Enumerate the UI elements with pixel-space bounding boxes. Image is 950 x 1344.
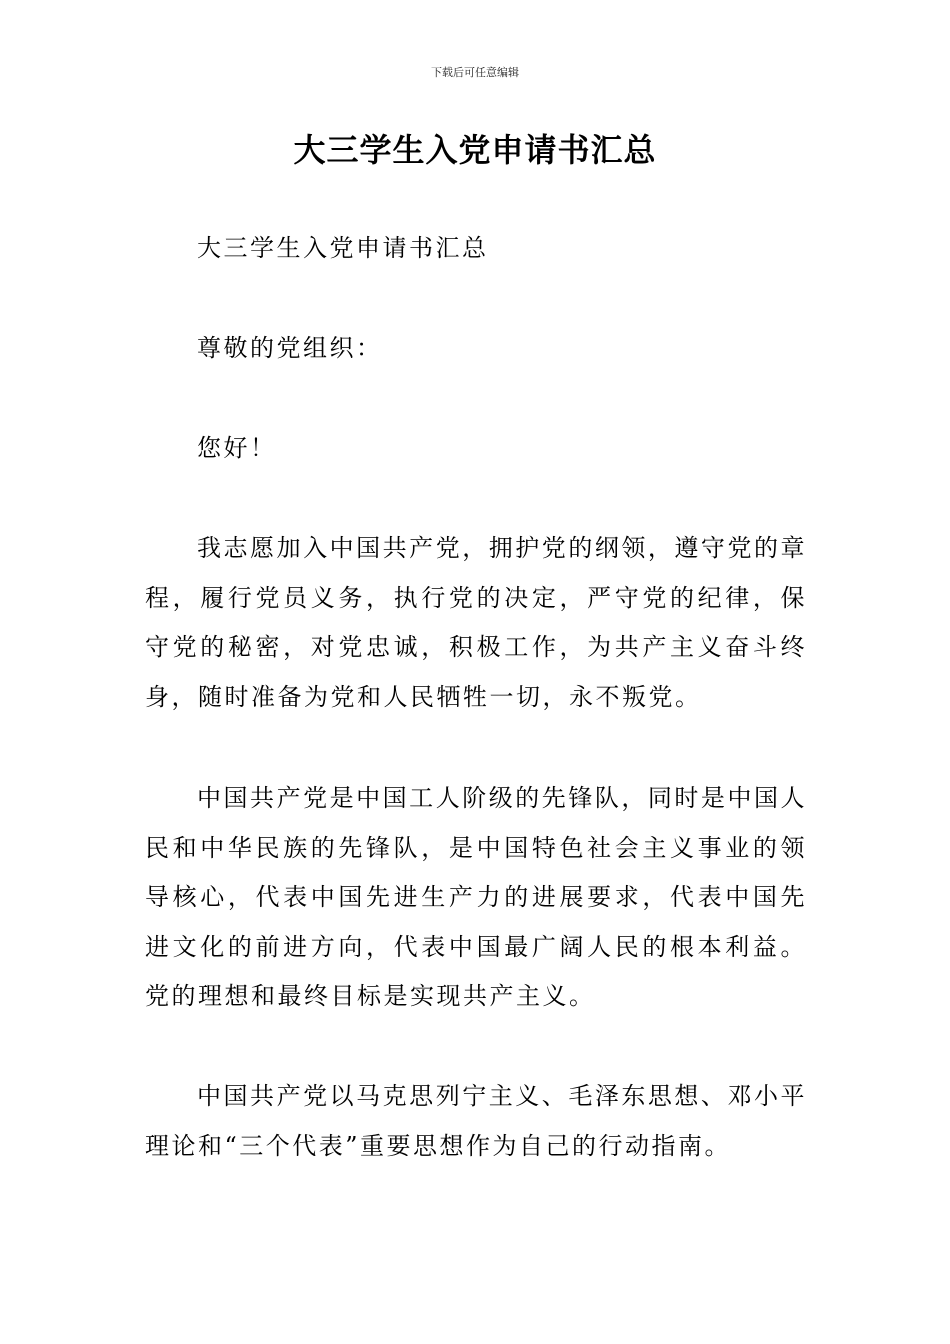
document-title: 大三学生入党申请书汇总: [293, 131, 657, 169]
greeting-text: 您好！: [197, 434, 277, 462]
paragraph-text: 中国共产党以马克思列宁主义、毛泽东思想、邓小平理论和“三个代表”重要思想作为自己的行动指南。: [145, 1082, 807, 1160]
paragraph-1: [145, 524, 807, 722]
paragraph-text: 我志愿加入中国共产党，拥护党的纲领，遵守党的章程，履行党员义务，执行党的决定，严守党的纪律，保守党的秘密，对党忠诚，积极工作，为共产主义奋斗终身，随时准备为党和人民牺牲一切，永不叛党。: [145, 534, 807, 711]
paragraph-text: 中国共产党是中国工人阶级的先锋队，同时是中国人民和中华民族的先锋队，是中国特色社会主义事业的领导核心，代表中国先进生产力的进展要求，代表中国先进文化的前进方向，代表中国最广阔人民的根本利益。党的理想和最终目标是实现共产主义。: [145, 784, 807, 1010]
salutation-text: 尊敬的党组织：: [197, 334, 383, 362]
paragraph-2: [145, 774, 807, 1022]
paragraph-3: [145, 1072, 807, 1171]
greeting-block: [145, 424, 807, 474]
salutation-block: [145, 324, 807, 374]
document-subtitle: [145, 224, 807, 274]
header-note: 下载后可任意编辑: [431, 66, 519, 79]
subtitle-text: 大三学生入党申请书汇总: [197, 234, 489, 262]
